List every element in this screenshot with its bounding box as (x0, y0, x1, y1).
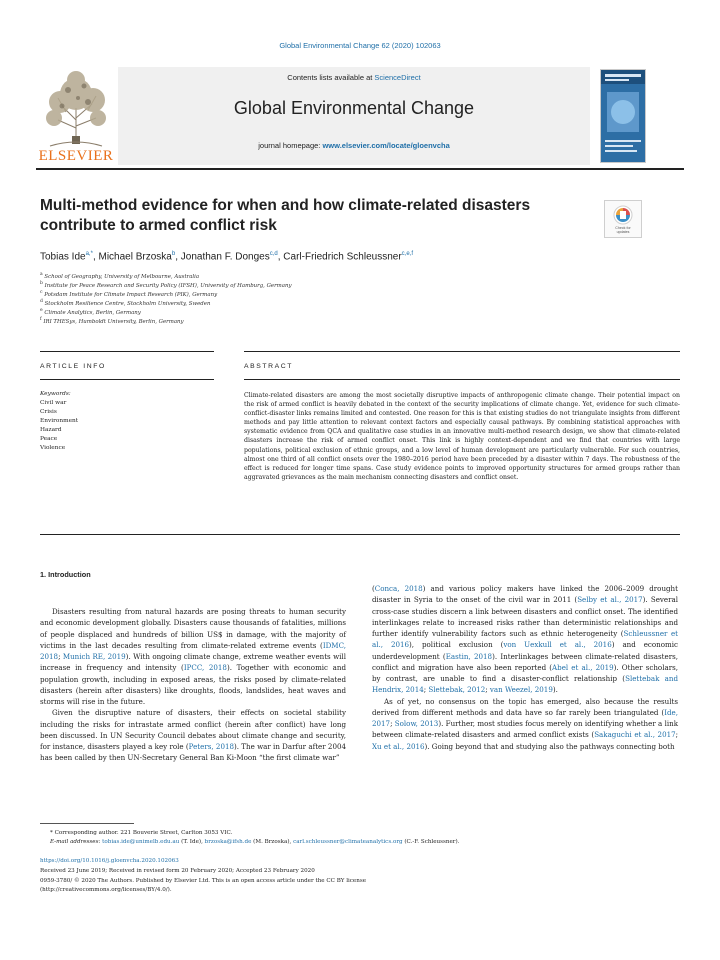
abstract-bottom-rule (40, 534, 680, 535)
citation-link[interactable]: Solow, 2013 (394, 719, 439, 728)
citation-link[interactable]: Slettebak and Hendrix, 2014 (372, 674, 678, 695)
corresponding-author-note: * Corresponding author. 221 Bouverie Street, Carlton 3053 VIC. (50, 830, 233, 836)
body-text: ; (485, 685, 490, 695)
body-text: ). Further, most studies focus merely on identifying whether a link between climate-related disasters and armed conflict exists ( (372, 719, 678, 740)
author-affiliation-marker[interactable]: a,* (85, 251, 93, 257)
author-name[interactable]: Jonathan F. Donges (180, 251, 270, 263)
author-name[interactable]: Tobias Ide (40, 251, 86, 263)
journal-citation-link[interactable]: Global Environmental Change 62 (2020) 102063 (279, 41, 441, 50)
affiliation-text: IRI THESys, Humboldt University, Berlin, Germany (43, 318, 184, 325)
affiliation-marker: c (40, 290, 43, 295)
citation-link[interactable]: Munich RE, 2019 (62, 652, 126, 661)
body-text: ). (552, 685, 558, 695)
email-owner: (C.-F. Schleussner). (402, 839, 460, 845)
journal-cover-thumbnail[interactable] (600, 69, 646, 163)
body-text: ). With ongoing climate change, extreme weather events will increase in frequency and intensity ( (40, 652, 346, 673)
body-text: ; (675, 730, 678, 740)
author-name[interactable]: Michael Brzoska (98, 251, 172, 263)
article-info-heading: ARTICLE INFO (40, 363, 106, 370)
license-url[interactable]: (http://creativecommons.org/licenses/BY/4.0/). (40, 887, 172, 893)
homepage-prefix: journal homepage: (258, 141, 323, 150)
email-owner: (T. Ide), (179, 839, 205, 845)
journal-homepage-link[interactable]: www.elsevier.com/locate/gloenvcha (322, 141, 450, 150)
contents-prefix: Contents lists available at (287, 73, 375, 82)
citation-link[interactable]: Slettebak, 2012 (428, 685, 486, 695)
email-addresses-line (50, 838, 690, 847)
citation-link[interactable]: Abel et al., 2019 (552, 662, 614, 672)
body-text: ; (58, 652, 63, 661)
affiliation-marker: e (40, 308, 43, 313)
keyword-item: Environment (40, 418, 79, 424)
body-text: ) and various policy makers have linked the 2006–2009 drought disaster in Syria to the onset of the civil war in 2011 ( (372, 584, 678, 605)
body-paragraph (372, 583, 678, 696)
abstract-heading-rule (244, 379, 680, 380)
body-paragraph (40, 606, 346, 707)
affiliation-marker: f (40, 317, 42, 322)
email-link[interactable]: carl.schleussner@climateanalytics.org (293, 839, 403, 845)
author-list: Tobias Ide$^{a,*}$, Michael Brzoska$^b$, Jonathan F. Donges$^{c,d}$, Carl-Friedrich Schleussner$^{c,e,f}$ (40, 251, 414, 263)
footnote-divider (40, 823, 134, 824)
license-line: 0959-3780/ © 2020 The Authors. Published by Elsevier Ltd. This is an open access article under the CC BY license (40, 878, 367, 884)
author-name[interactable]: Carl-Friedrich Schleussner (283, 251, 402, 263)
keyword-item: Crisis (40, 409, 57, 415)
email-link[interactable]: tobias.ide@unimelb.edu.au (102, 839, 180, 845)
abstract-text: Climate-related disasters are among the most societally disruptive impacts of anthropogenic climate change. Their potential impact on the risk of armed conflict is heavily debated in the context of the security implications of climate change. Yet, evidence for such climate-conflict-disaster links remains limited and contested. One reason for this is that existing studies do not triangulate insights from different methods and pay little attention to relevant context factors and especially causal pathways. By combining statistical approaches with systematic evidence from QCA and qualitative case studies in an innovative multi-method research design, we show that climate-related disasters increase the risk of armed conflict onset. This link is highly context-dependent and we find that countries with large populations, political exclusion of ethnic groups, and a low level of human development are particularly vulnerable. For such countries, almost one third of all conflict onsets over the 1980–2016 period have been preceded by a disaster within 7 days. The robustness of the effect is reduced for longer time spans. Case study evidence points to improved opportunity structures for armed groups rather than aggravated grievances as the main mechanism connecting disasters and conflict onset. (244, 392, 680, 481)
body-text: ( (372, 584, 375, 593)
citation-link[interactable]: van Weezel, 2019 (489, 685, 553, 695)
keyword-item: Civil war (40, 400, 67, 406)
body-left-column (40, 606, 346, 764)
body-text: ). Several cross-case studies discern a link between disasters and conflict onset. The identified interlinkages relate to increased risks rather than deterministic relationships and further identify vulnerability factors such as ethnic heterogeneity ( (372, 595, 678, 638)
body-text: ). Other scholars, by contrast, are unable to find a disaster-conflict relationship ( (372, 662, 678, 683)
check-for-updates-icon[interactable] (604, 200, 642, 238)
citation-link[interactable]: Eastin, 2018 (445, 651, 493, 661)
affiliation-text: Potsdam Institute for Climate Impact Research (PIK), Germany (44, 291, 218, 298)
affiliation-marker: b (40, 281, 43, 286)
body-paragraph (40, 707, 346, 763)
body-text: ; (390, 719, 395, 728)
journal-homepage-line (118, 141, 590, 150)
sciencedirect-link[interactable]: ScienceDirect (374, 73, 421, 82)
body-text: ; (423, 685, 429, 695)
body-text: As of yet, no consensus on the topic has emerged, also because the results derived from different methods and data have so far rarely been triangulated ( (372, 696, 678, 717)
author-affiliation-marker[interactable]: c,e,f (401, 251, 414, 257)
contents-availability-line (118, 73, 590, 82)
body-text: ). Together with economic and population growth, including in exposed areas, the risks posed by climate-related disasters (herein after disasters) like droughts, floods, landslides, heat waves and storms will rise in the future. (40, 663, 346, 706)
body-text: ). The war in Darfur after 2004 has been called by then UN-Secretary General Ban Ki-Moon “the first climate war” (40, 742, 346, 763)
body-text: ) and economic underdevelopment ( (372, 640, 678, 661)
citation-link[interactable]: IPCC, 2018 (183, 663, 227, 673)
journal-title: Global Environmental Change (233, 98, 475, 118)
publisher-wordmark: ELSEVIER (38, 148, 114, 164)
keyword-item: Peace (40, 436, 58, 442)
body-text: ). Interlinkages between climate-related disasters, conflict and migration have also been reported ( (372, 651, 678, 672)
masthead-divider (36, 168, 684, 170)
keywords-label: Keywords: (40, 391, 71, 397)
article-info-top-rule (40, 351, 214, 352)
affiliation-text: Stockholm Resilience Centre, Stockholm University, Sweden (44, 300, 211, 307)
affiliation-text: School of Geography, University of Melbourne, Australia (44, 273, 200, 280)
citation-link[interactable]: Sakaguchi et al., 2017 (594, 730, 676, 740)
affiliation-marker: a (40, 272, 43, 277)
body-text: ), political exclusion ( (409, 640, 504, 650)
affiliation-text: Institute for Peace Research and Security Policy (IFSH), University of Hamburg, Germany (44, 282, 292, 289)
author-affiliation-marker[interactable]: c,d (269, 251, 278, 257)
body-paragraph (372, 696, 678, 752)
citation-link[interactable]: IDMC, 2018 (40, 640, 346, 661)
author-affiliation-marker[interactable]: b (171, 251, 176, 257)
citation-link[interactable]: Schleussner et al., 2016 (372, 629, 678, 650)
received-dates: Received 23 June 2019; Received in revised form 20 February 2020; Accepted 23 February 2020 (40, 868, 315, 874)
article-info-bottom-rule (40, 379, 214, 380)
body-text: Disasters resulting from natural hazards are posing threats to human security and economic development globally. Disasters cause thousands of fatalities, millions of people displaced and hundreds of billion US$ in damage, with the majority of victims in the last decades resulting from climate-related extreme events ( (40, 607, 346, 650)
doi-link[interactable] (40, 857, 680, 866)
check-for-updates-label-line2: updates (616, 230, 630, 234)
abstract-heading: ABSTRACT (244, 363, 294, 370)
affiliation-marker: d (40, 299, 43, 304)
doi-link-text[interactable]: https://doi.org/10.1016/j.gloenvcha.2020.102063 (40, 858, 179, 864)
affiliation-line (40, 316, 640, 327)
email-label: E-mail addresses: (50, 839, 103, 845)
email-link[interactable]: brzoska@ifsh.de (204, 839, 252, 845)
citation-link[interactable]: Peters, 2018 (188, 742, 234, 751)
keyword-item: Violence (40, 445, 66, 451)
citation-link[interactable]: Selby et al., 2017 (577, 595, 643, 605)
section-heading-introduction: 1. Introduction (40, 570, 91, 579)
affiliation-text: Climate Analytics, Berlin, Germany (44, 309, 141, 316)
keyword-item: Hazard (40, 427, 62, 433)
body-text: Given the disruptive nature of disasters, their effects on societal stability including the risks for intrastate armed conflict (herein after conflict) have long been discussed. In UN Security Council debates about climate change and security, for instance, disasters played a key role ( (40, 708, 346, 751)
citation-link[interactable]: von Uexkull et al., 2016 (503, 640, 612, 650)
article-title: Multi-method evidence for when and how climate-related disasters contribute to armed conflict risk (40, 197, 531, 234)
body-text: ). Going beyond that and studying also the pathways connecting both (424, 741, 675, 751)
citation-link[interactable]: Ide, 2017 (372, 707, 678, 728)
body-right-column (372, 583, 678, 752)
abstract-top-rule (244, 351, 680, 352)
citation-link[interactable]: Xu et al., 2016 (372, 741, 425, 751)
citation-link[interactable]: Conca, 2018 (374, 584, 423, 593)
email-owner: (M. Brzoska), (251, 839, 294, 845)
check-for-updates-label-line1: Check for (615, 226, 631, 230)
